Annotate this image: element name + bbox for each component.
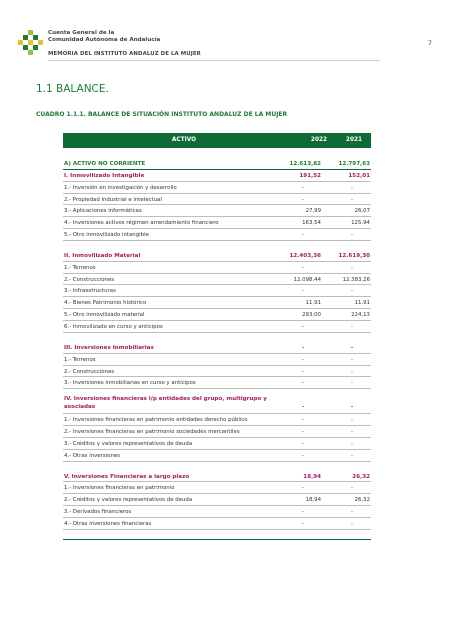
row-label: 4.- Otras inversiones (64, 452, 120, 459)
value-2022: 12.403,36 (289, 252, 321, 259)
table-row (63, 285, 371, 297)
row-label: I. Inmovilizado Intangible (64, 172, 145, 179)
value-2021: - (351, 323, 353, 330)
table-row (63, 506, 371, 518)
row-label: V. Inversiones Financieras a largo plazo (64, 473, 190, 480)
row-label: A) ACTIVO NO CORRIENTE (64, 161, 146, 167)
value-2022: - (302, 323, 304, 330)
value-2022: - (302, 232, 304, 239)
org-name-line1: Cuenta General de la (48, 30, 115, 36)
value-2022: - (302, 356, 304, 363)
row-label: 1.- Terrenos (64, 356, 96, 363)
value-2021: - (351, 288, 353, 295)
value-2022: 12.098,44 (293, 276, 321, 283)
value-2021: - (351, 380, 353, 387)
value-2022: 18,94 (305, 497, 321, 504)
value-2021: - (351, 368, 353, 375)
table-header (63, 133, 371, 148)
value-2021: - (351, 232, 353, 239)
row-label: IV. Inversiones financieras l/p entidades del grupo, multigrupo y asociadas (64, 396, 267, 411)
row-label: 4.- Otras inversiones financieras (64, 520, 152, 527)
value-2022: 11,91 (305, 300, 321, 307)
row-spacer (63, 241, 371, 250)
row-label: 2.- Propiedad industrial e intelectual (64, 196, 162, 203)
row-label: 2.- Créditos y valores representativos de deuda (64, 497, 193, 504)
value-2021: 11,91 (354, 300, 370, 307)
row-label: 1.- Inversiones financieras en patrimonio (64, 485, 175, 492)
value-2021: 26,32 (352, 473, 370, 480)
table-row-group (63, 471, 371, 483)
value-2022: - (302, 184, 304, 191)
table-row-group (63, 170, 371, 182)
value-2022: - (302, 417, 304, 424)
value-2022: 191,52 (299, 172, 321, 179)
value-2021: 12.797,63 (338, 161, 370, 167)
value-2021: - (351, 196, 353, 203)
row-label: 2.- Construcciones (64, 276, 115, 283)
value-2021: - (351, 264, 353, 271)
value-2021: - (350, 404, 354, 411)
header-year-2021: 2021 (345, 137, 363, 143)
value-2021: 12.383,26 (342, 276, 370, 283)
row-label: 3.- Créditos y valores representativos de deuda (64, 440, 193, 447)
table-row (63, 450, 371, 462)
table-row (63, 426, 371, 438)
row-label: III. Inversiones Inmobiliarias (64, 344, 154, 351)
table-row (63, 377, 371, 389)
table-row (63, 414, 371, 426)
header-divider (48, 60, 380, 61)
row-label: 1.- Terrenos (64, 264, 96, 271)
table-row (63, 366, 371, 378)
row-label: 3.- Infraestructuras (64, 288, 116, 295)
table-row (63, 309, 371, 321)
value-2021: - (351, 485, 353, 492)
value-2022: - (302, 429, 304, 436)
header-year-2022: 2022 (310, 137, 328, 143)
value-2022: - (302, 264, 304, 271)
table-row-group (63, 250, 371, 262)
value-2022: - (302, 452, 304, 459)
value-2022: - (302, 196, 304, 203)
row-label: 5.- Otro inmovilizado intangible (64, 232, 149, 239)
value-2022: 27,99 (305, 208, 321, 215)
value-2022: - (301, 404, 305, 411)
row-label: 3.- Aplicaciones informáticas (64, 208, 142, 215)
value-2021: - (351, 452, 353, 459)
row-spacer (63, 462, 371, 471)
table-row (63, 494, 371, 506)
table-row (63, 438, 371, 450)
value-2022: - (302, 509, 304, 516)
value-2022: - (302, 440, 304, 447)
row-label: II. Inmovilizado Material (64, 252, 141, 259)
value-2021: 125,94 (351, 220, 370, 227)
value-2021: - (351, 356, 353, 363)
value-2021: 26,07 (354, 208, 370, 215)
table-row-group (63, 393, 371, 414)
table-row (63, 482, 371, 494)
junta-andalucia-logo-icon (18, 30, 44, 58)
row-label: 2.- Construcciones (64, 368, 115, 375)
document-subtitle: MEMORIA DEL INSTITUTO ANDALUZ DE LA MUJER (48, 51, 201, 57)
row-label: 4.- Bienes Patrimonio histórico (64, 300, 147, 307)
row-label: 1.- Inversiones financieras en patrimonio entidades derecho público (64, 417, 248, 424)
value-2021: - (351, 184, 353, 191)
value-2022: - (302, 288, 304, 295)
value-2021: 224,13 (351, 312, 370, 319)
value-2022: - (302, 485, 304, 492)
value-2022: - (301, 344, 305, 351)
balance-table-body (63, 158, 371, 540)
row-label: 2.- Inversiones financieras en patrimonio sociedades mercantiles (64, 429, 240, 436)
table-bottom-rule (63, 530, 371, 540)
table-row (63, 194, 371, 206)
value-2022: 12.613,82 (289, 161, 321, 167)
table-row (63, 297, 371, 309)
value-2022: - (302, 368, 304, 375)
value-2021: - (351, 429, 353, 436)
header-activo: ACTIVO (171, 137, 197, 143)
row-label: 3.- Inversiones inmobiliarias en curso y anticipos (64, 380, 196, 387)
value-2021: 12.619,30 (338, 252, 370, 259)
row-label: 4.- Inversiones activos régimen arrendamiento financiero (64, 220, 219, 227)
table-row (63, 518, 371, 530)
value-2022: 293,00 (302, 312, 321, 319)
value-2022: 163,54 (302, 220, 321, 227)
value-2021: - (351, 520, 353, 527)
table-title: CUADRO 1.1.1. BALANCE DE SITUACIÓN INSTITUTO ANDALUZ DE LA MUJER (36, 111, 288, 118)
value-2021: 152,01 (348, 172, 370, 179)
value-2022: - (302, 380, 304, 387)
row-spacer (63, 333, 371, 342)
value-2022: - (302, 520, 304, 527)
value-2021: - (351, 440, 353, 447)
table-row (63, 354, 371, 366)
row-label: 5.- Otro inmovilizado material (64, 312, 145, 319)
table-row (63, 321, 371, 333)
section-title: 1.1 BALANCE. (36, 83, 109, 95)
table-row (63, 217, 371, 229)
value-2021: - (350, 344, 354, 351)
table-row (63, 182, 371, 194)
org-name-line2: Comunidad Autónoma de Andalucía (48, 37, 161, 43)
value-2021: 26,32 (354, 497, 370, 504)
value-2021: - (351, 417, 353, 424)
table-row-total (63, 158, 371, 170)
row-label: 6.- Inmovilizado en curso y anticipos (64, 323, 163, 330)
table-row (63, 262, 371, 274)
value-2021: - (351, 509, 353, 516)
table-row (63, 205, 371, 217)
row-label: 3.- Derivados financieros (64, 509, 132, 516)
table-row-group (63, 342, 371, 354)
table-row (63, 229, 371, 241)
table-row (63, 274, 371, 286)
value-2022: 18,94 (303, 473, 321, 480)
page-number: 7 (428, 40, 432, 47)
row-label: 1.- Inversión en investigación y desarrollo (64, 184, 177, 191)
